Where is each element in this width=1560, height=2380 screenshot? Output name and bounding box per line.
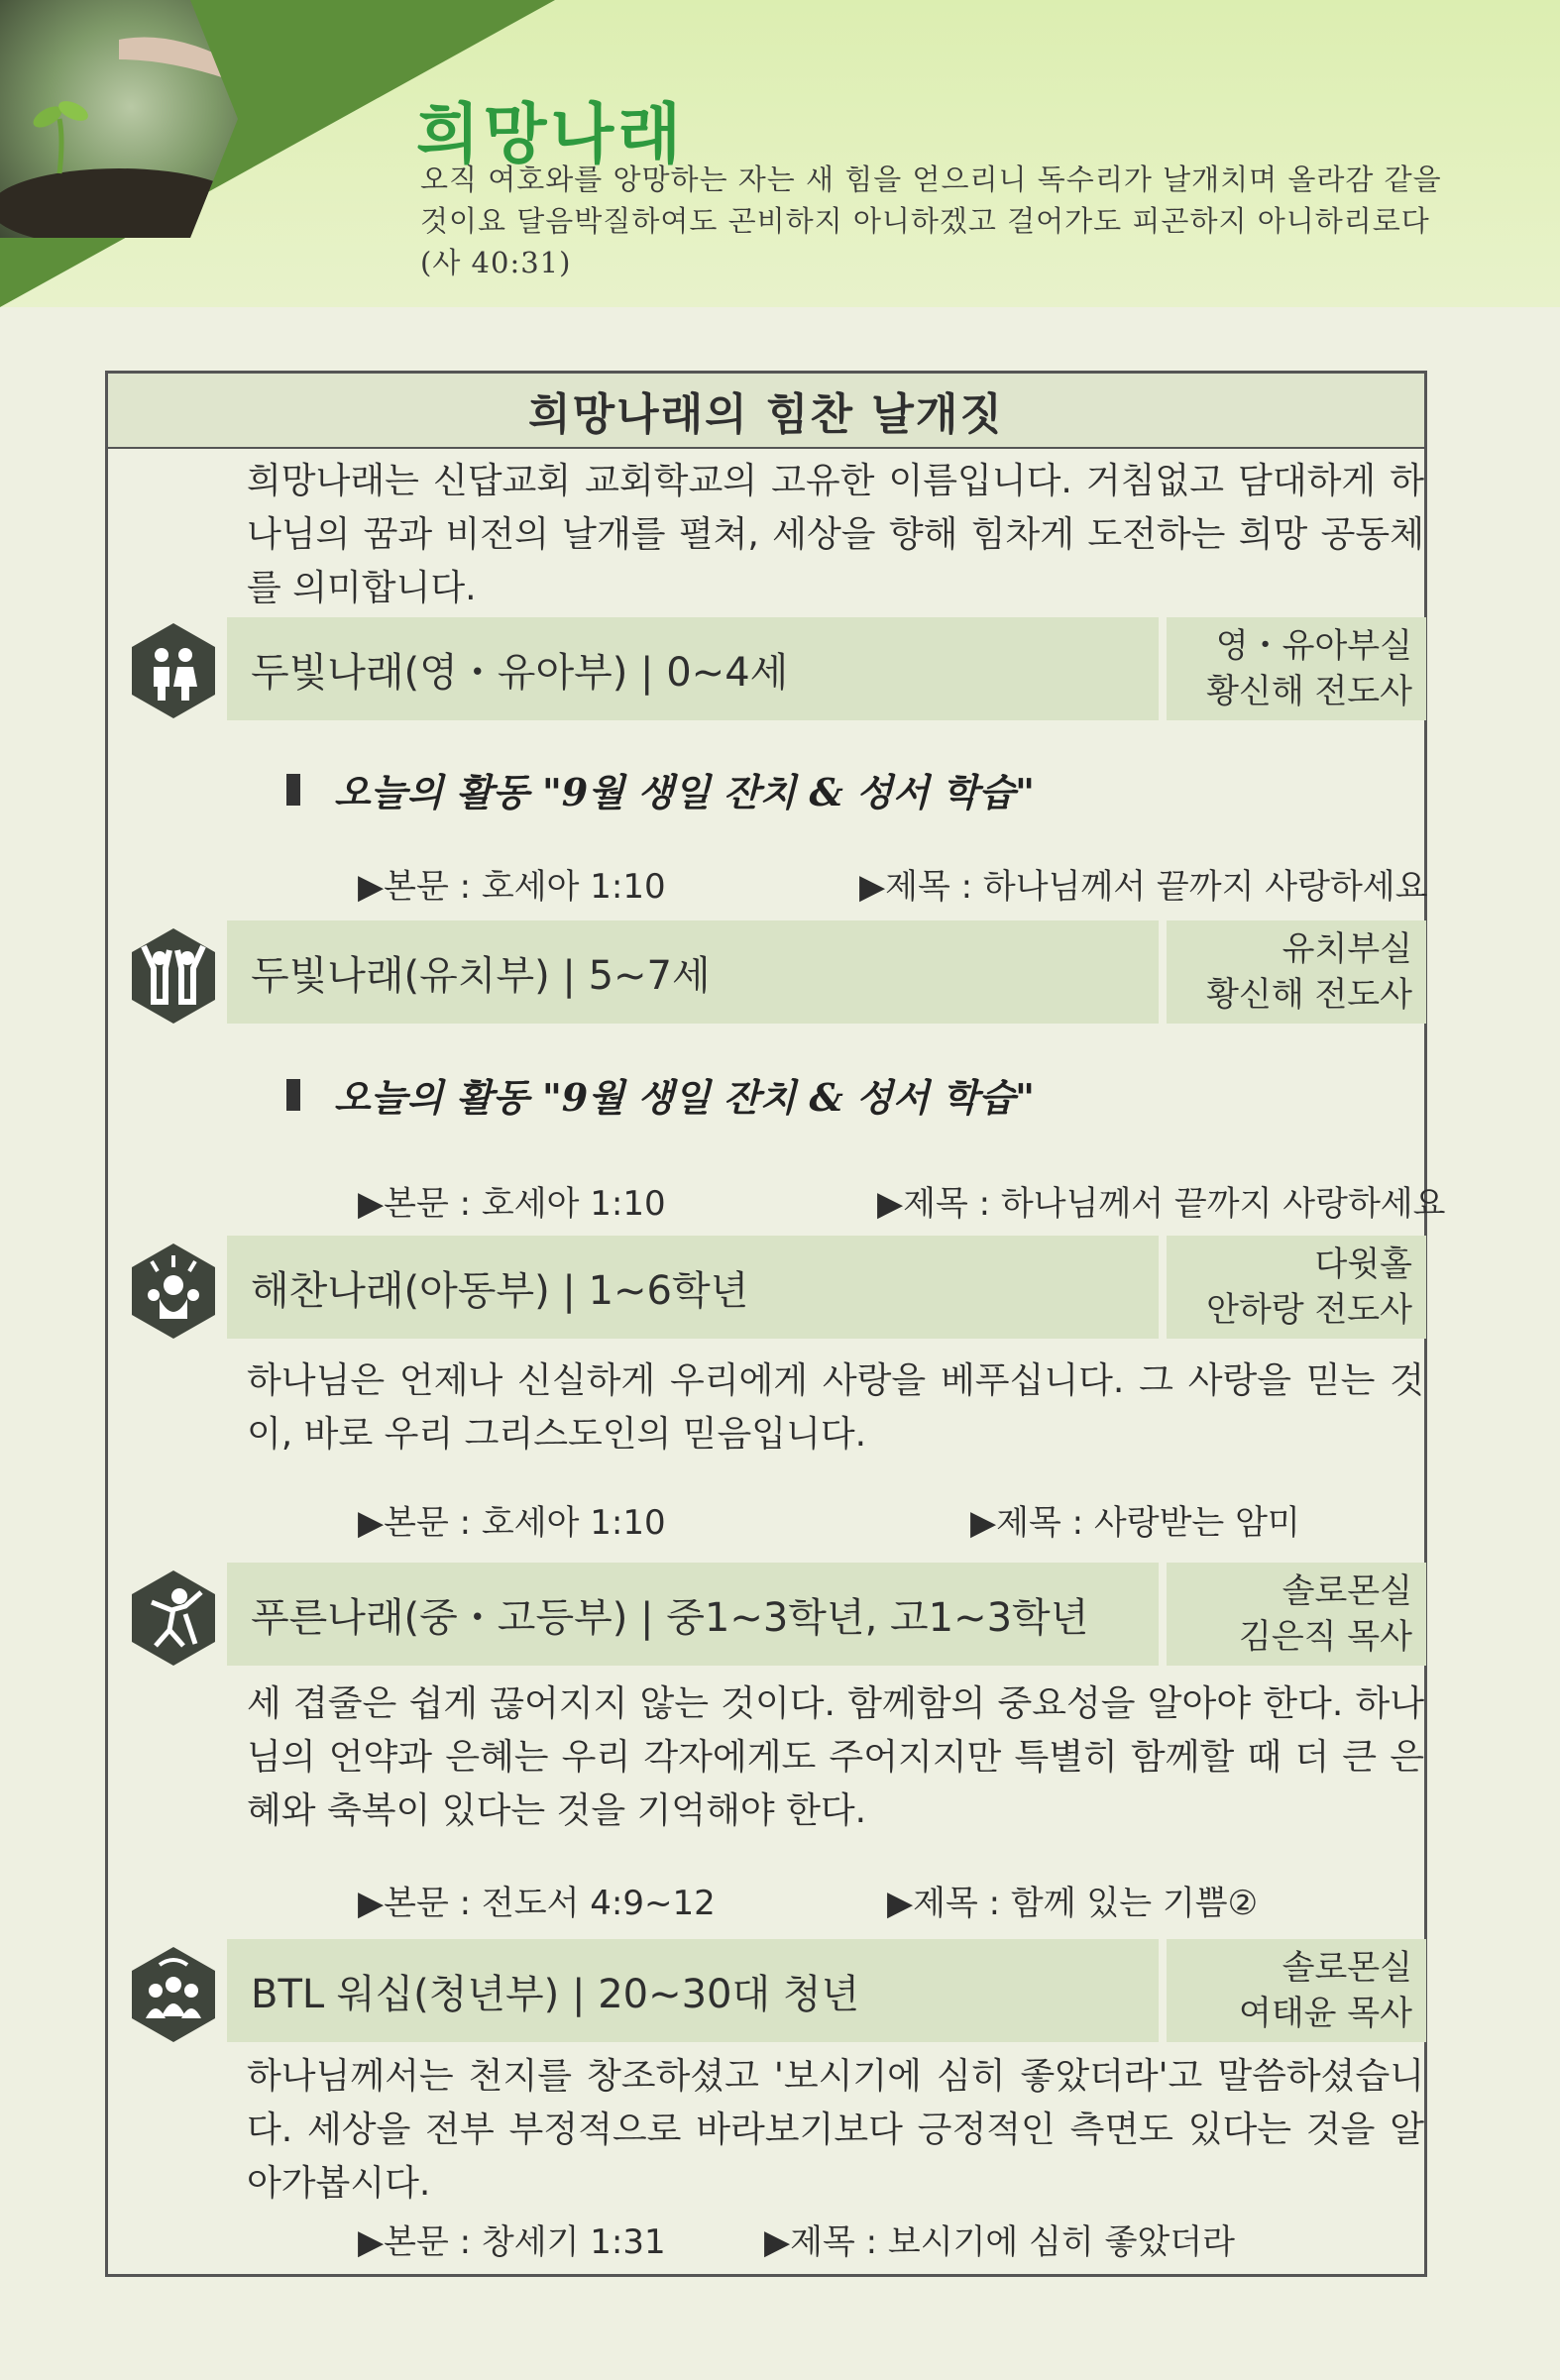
teacher-name: 여태윤 목사 — [1238, 1994, 1412, 2033]
young-adults-icon — [130, 1945, 217, 2044]
room-name: 솔로몬실 — [1281, 1571, 1412, 1611]
scripture-ref: ▶본문 : 전도서 4:9~12 — [358, 1884, 716, 1923]
reference-line — [247, 859, 1428, 907]
sermon-topic: ▶제목 : 하나님께서 끝까지 사랑하세요 — [859, 867, 1428, 907]
reference-line — [247, 1176, 1446, 1224]
teacher-name: 안하랑 전도사 — [1206, 1290, 1412, 1330]
bullet-square — [286, 1079, 300, 1111]
section-description: 세 겹줄은 쉽게 끊어지지 않는 것이다. 함께함의 중요성을 알아야 한다. 하나님의 언약과 은혜는 우리 각자에게도 주어지지만 특별히 함께할 때 더 큰 은혜와 축복이 있다는 것을 기억해야 한다. — [247, 1683, 1424, 1831]
kindergarten-icon — [130, 926, 217, 1026]
toddlers-icon — [130, 621, 217, 720]
scripture-ref: ▶본문 : 호세아 1:10 — [358, 1503, 666, 1543]
section-bar-young-adults — [227, 1939, 1426, 2042]
section-bar-youth — [227, 1563, 1426, 1666]
section-name: 해찬나래(아동부) | 1~6학년 — [227, 1236, 1159, 1339]
scripture-ref: ▶본문 : 호세아 1:10 — [358, 867, 666, 907]
section-description: 하나님은 언제나 신실하게 우리에게 사랑을 베푸십니다. 그 사랑을 믿는 것이, 바로 우리 그리스도인의 믿음입니다. — [247, 1360, 1424, 1455]
sermon-topic: ▶제목 : 사랑받는 암미 — [970, 1503, 1300, 1543]
activity-text: 오늘의 활동 "9월 생일 잔치 & 성서 학습" — [334, 770, 1035, 814]
bible-verse: 오직 여호와를 앙망하는 자는 새 힘을 얻으리니 독수리가 날개치며 올라감 같을 것이요 달음박질하여도 곤비하지 아니하겠고 걸어가도 피곤하지 아니하리로다(사 40:31) — [420, 162, 1442, 279]
teacher-name: 김은직 목사 — [1238, 1617, 1412, 1657]
sermon-topic: ▶제목 : 보시기에 심히 좋았더라 — [764, 2222, 1235, 2262]
intro-paragraph: 희망나래는 신답교회 교회학교의 고유한 이름입니다. 거침없고 담대하게 하나님의 꿈과 비전의 날개를 펼쳐, 세상을 향해 힘차게 도전하는 희망 공동체를 의미합니다. — [247, 461, 1424, 608]
section-name: BTL 워십(청년부) | 20~30대 청년 — [227, 1939, 1159, 2042]
room-name: 다윗홀 — [1314, 1244, 1412, 1284]
activity-line — [286, 1067, 1035, 1122]
section-name: 푸른나래(중・고등부) | 중1~3학년, 고1~3학년 — [227, 1563, 1159, 1666]
activity-line — [286, 762, 1035, 816]
box-title: 희망나래의 힘찬 날개짓 — [108, 374, 1424, 449]
section-location — [1167, 1939, 1426, 2042]
room-name: 유치부실 — [1281, 929, 1412, 969]
children-icon — [130, 1242, 217, 1341]
section-description: 하나님께서는 천지를 창조하셨고 '보시기에 심히 좋았더라'고 말씀하셨습니다. 세상을 전부 부정적으로 바라보기보다 긍정적인 측면도 있다는 것을 알아가봅시다. — [247, 2056, 1424, 2204]
section-bar-children — [227, 1236, 1426, 1339]
scripture-ref: ▶본문 : 창세기 1:31 — [358, 2222, 666, 2262]
sermon-topic: ▶제목 : 함께 있는 기쁨② — [887, 1884, 1259, 1923]
teacher-name: 황신해 전도사 — [1206, 975, 1412, 1015]
section-location — [1167, 920, 1426, 1024]
section-location — [1167, 1236, 1426, 1339]
activity-text: 오늘의 활동 "9월 생일 잔치 & 성서 학습" — [334, 1075, 1035, 1120]
section-name: 두빛나래(유치부) | 5~7세 — [227, 920, 1159, 1024]
section-location — [1167, 1563, 1426, 1666]
section-bar-toddlers — [227, 617, 1426, 720]
section-bar-kindergarten — [227, 920, 1426, 1024]
reference-line — [247, 2215, 1424, 2262]
sermon-topic: ▶제목 : 하나님께서 끝까지 사랑하세요 — [877, 1184, 1446, 1224]
page-title: 희망나래 — [416, 96, 686, 172]
scripture-ref: ▶본문 : 호세아 1:10 — [358, 1184, 666, 1224]
teacher-name: 황신해 전도사 — [1206, 672, 1412, 711]
section-name: 두빛나래(영・유아부) | 0~4세 — [227, 617, 1159, 720]
reference-line — [247, 1876, 1424, 1923]
header-band — [0, 0, 1560, 307]
reference-line — [247, 1495, 1424, 1543]
youth-icon — [130, 1569, 217, 1668]
section-location — [1167, 617, 1426, 720]
program-box — [105, 371, 1446, 2277]
seedling-photo-icon — [0, 0, 238, 238]
bullet-square — [286, 774, 300, 806]
room-name: 영・유아부실 — [1215, 626, 1412, 666]
room-name: 솔로몬실 — [1281, 1948, 1412, 1988]
